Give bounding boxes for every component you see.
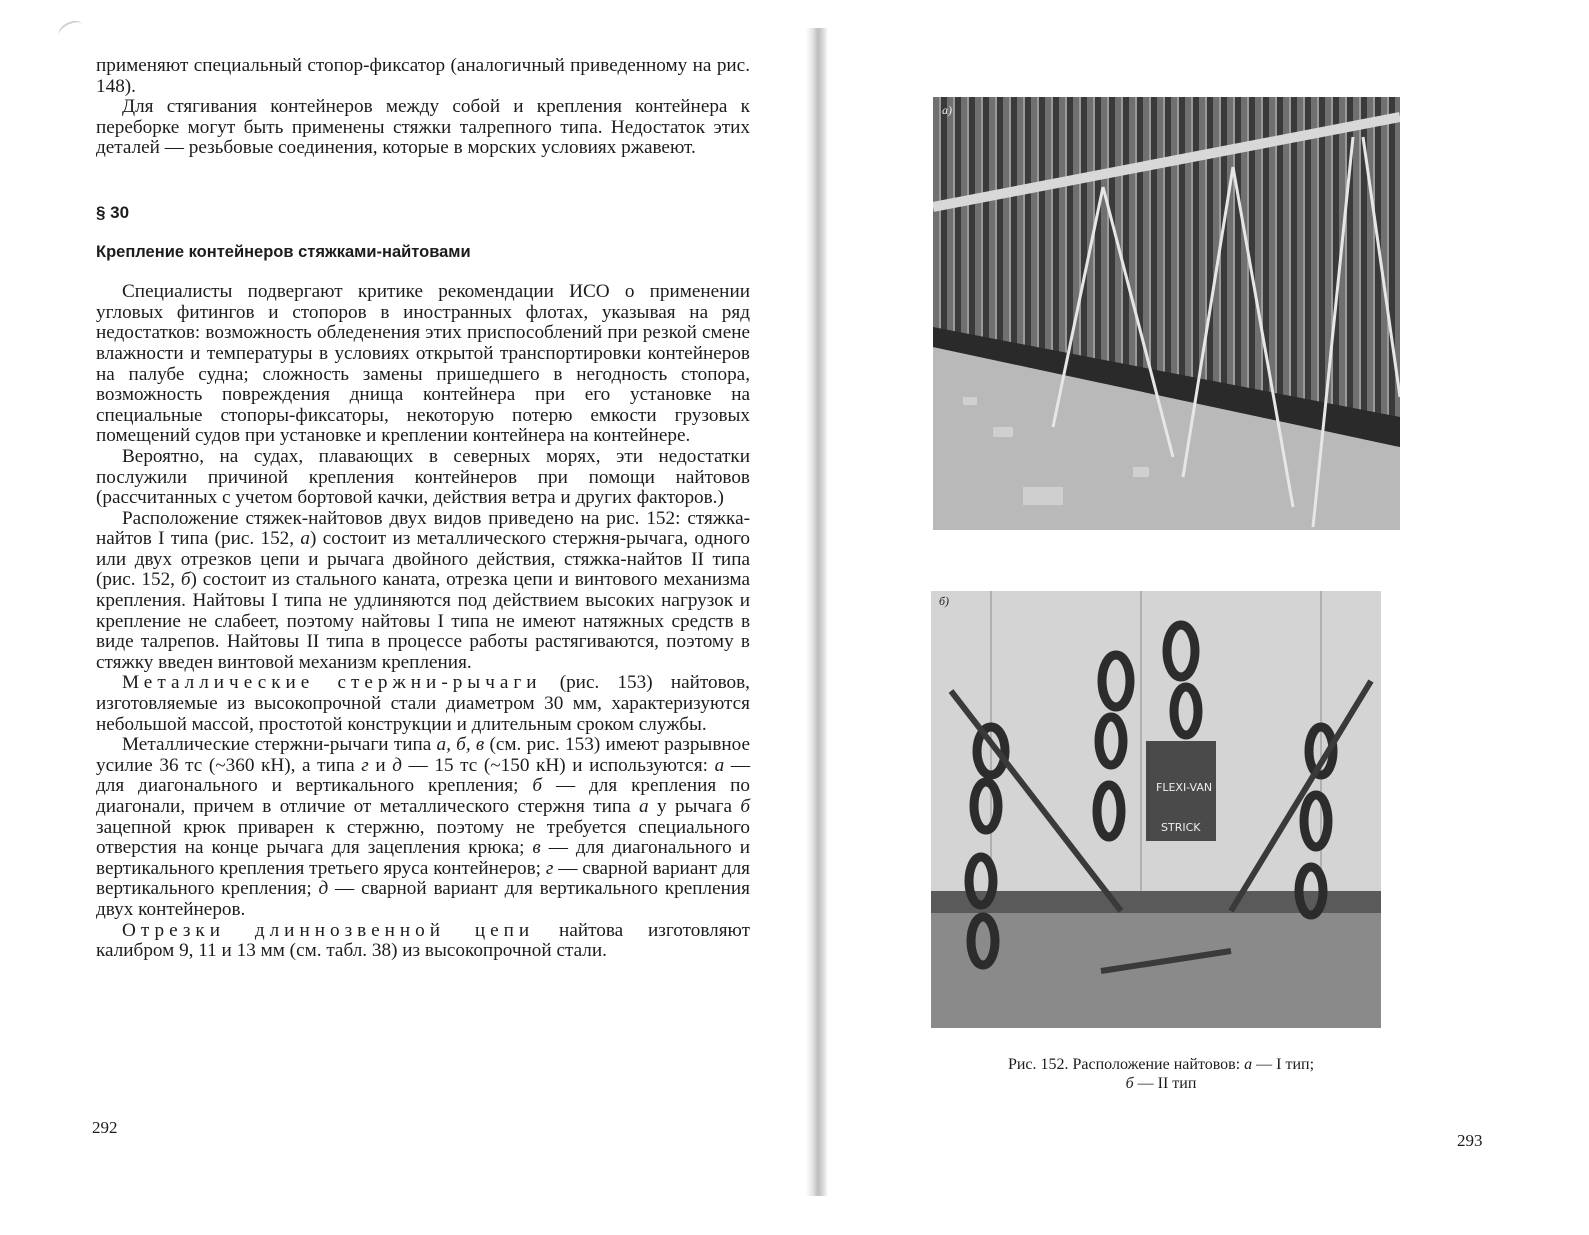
corner-scan-mark bbox=[56, 17, 86, 42]
photo-a-label: а) bbox=[942, 103, 952, 117]
paragraph-1: применяют специальный стопор-фиксатор (аналогичный приведенному на рис. 148). bbox=[96, 55, 750, 97]
spaced-term: Отрезки длиннозвенной цепи bbox=[122, 919, 535, 941]
page-number-right: 293 bbox=[1457, 1131, 1483, 1150]
section-number: § 30 bbox=[96, 202, 130, 222]
figure-caption: Рис. 152. Расположение найтовов: а — I тип; б — II тип bbox=[1007, 1056, 1315, 1092]
paragraph-3: Специалисты подвергают критике рекомендации ИСО о применении угловых фитингов и стопоров в иностранных флотах, указывая на ряд недостатков: возможность обледенения этих приспособлений при резкой смене влажности и температуры в условиях открытой транспортировки контейнеров на палубе судна; сложность замены пришедшего в негодность стопора, возможность повреждения днища контейнера при его установке на специальные стопоры-фиксаторы, некоторую потерю емкости грузовых помещений судов при установке и креплении контейнера на контейнере. bbox=[96, 281, 750, 447]
book-gutter bbox=[806, 28, 828, 1196]
page-number-left: 292 bbox=[92, 1118, 118, 1137]
photo-a-image bbox=[933, 97, 1400, 530]
photo-b-image bbox=[931, 591, 1381, 1028]
paragraph-4: Вероятно, на судах, плавающих в северных морях, эти недостатки послужили причиной крепления контейнеров при помощи найтовов (рассчитанных с учетом бортовой качки, действия ветра и других факторов.) bbox=[96, 445, 750, 509]
photo-b-container-lashing-type-2 bbox=[931, 591, 1381, 1028]
photo-b-sign-strick: STRICK bbox=[1161, 821, 1201, 834]
paragraph-6: Металлические стержни-рычаги (рис. 153) найтовов, изготовляемые из высокопрочной стали диаметром 30 мм, характеризуются небольшой массой, простотой конструкции и длительным сроком службы. bbox=[96, 672, 750, 735]
paragraph-8: Отрезки длиннозвенной цепи найтова изготовляют калибром 9, 11 и 13 мм (см. табл. 38) из высокопрочной стали. bbox=[96, 919, 750, 962]
photo-b-sign-flexivan: FLEXI-VAN bbox=[1156, 781, 1213, 794]
left-page bbox=[96, 56, 750, 962]
paragraph-7: Металлические стержни-рычаги типа а, б, в (см. рис. 153) имеют разрывное усилие 36 тс (~360 кН), а типа г и д — 15 тс (~150 кН) и используются: а — для диагонального и вертикального крепления; б — для крепления по диагонали, причем в отличие от металлического стержня типа а у рычага б зацепной крюк приварен к стержню, поэтому не требуется специального отверстия на конце рычага для зацепления крюка; в — для диагонального и вертикального крепления третьего яруса контейнеров; г — сварной вариант для вертикального крепления; д — сварной вариант для вертикального крепления двух контейнеров. bbox=[96, 734, 751, 920]
photo-b-label: б) bbox=[939, 594, 950, 608]
paragraph-2: Для стягивания контейнеров между собой и крепления контейнера к переборке могут быть применены стяжки талрепного типа. Недостаток этих деталей — резьбовые соединения, которые в морских условиях ржавеют. bbox=[96, 96, 750, 159]
section-title: Крепление контейнеров стяжками-найтовами bbox=[96, 242, 471, 261]
photo-a-container-lashing-type-1 bbox=[933, 97, 1400, 530]
paragraph-5: Расположение стяжек-найтовов двух видов приведено на рис. 152: стяжка-найтов I типа (рис. 152, а) состоит из металлического стержня-рычага, одного или двух отрезков цепи и рычага двойного действия, стяжка-найтов II типа (рис. 152, б) состоит из стального каната, отрезка цепи и винтового механизма крепления. Найтовы I типа не удлиняются под действием высоких нагрузок и крепление не слабеет, поэтому найтовы I типа не имеют натяжных средств в виде талрепов. Найтовы II типа в процессе работы растягиваются, поэтому в стяжку введен винтовой механизм крепления. bbox=[96, 507, 750, 673]
spaced-term: Металлические стержни-рычаги bbox=[122, 672, 542, 694]
